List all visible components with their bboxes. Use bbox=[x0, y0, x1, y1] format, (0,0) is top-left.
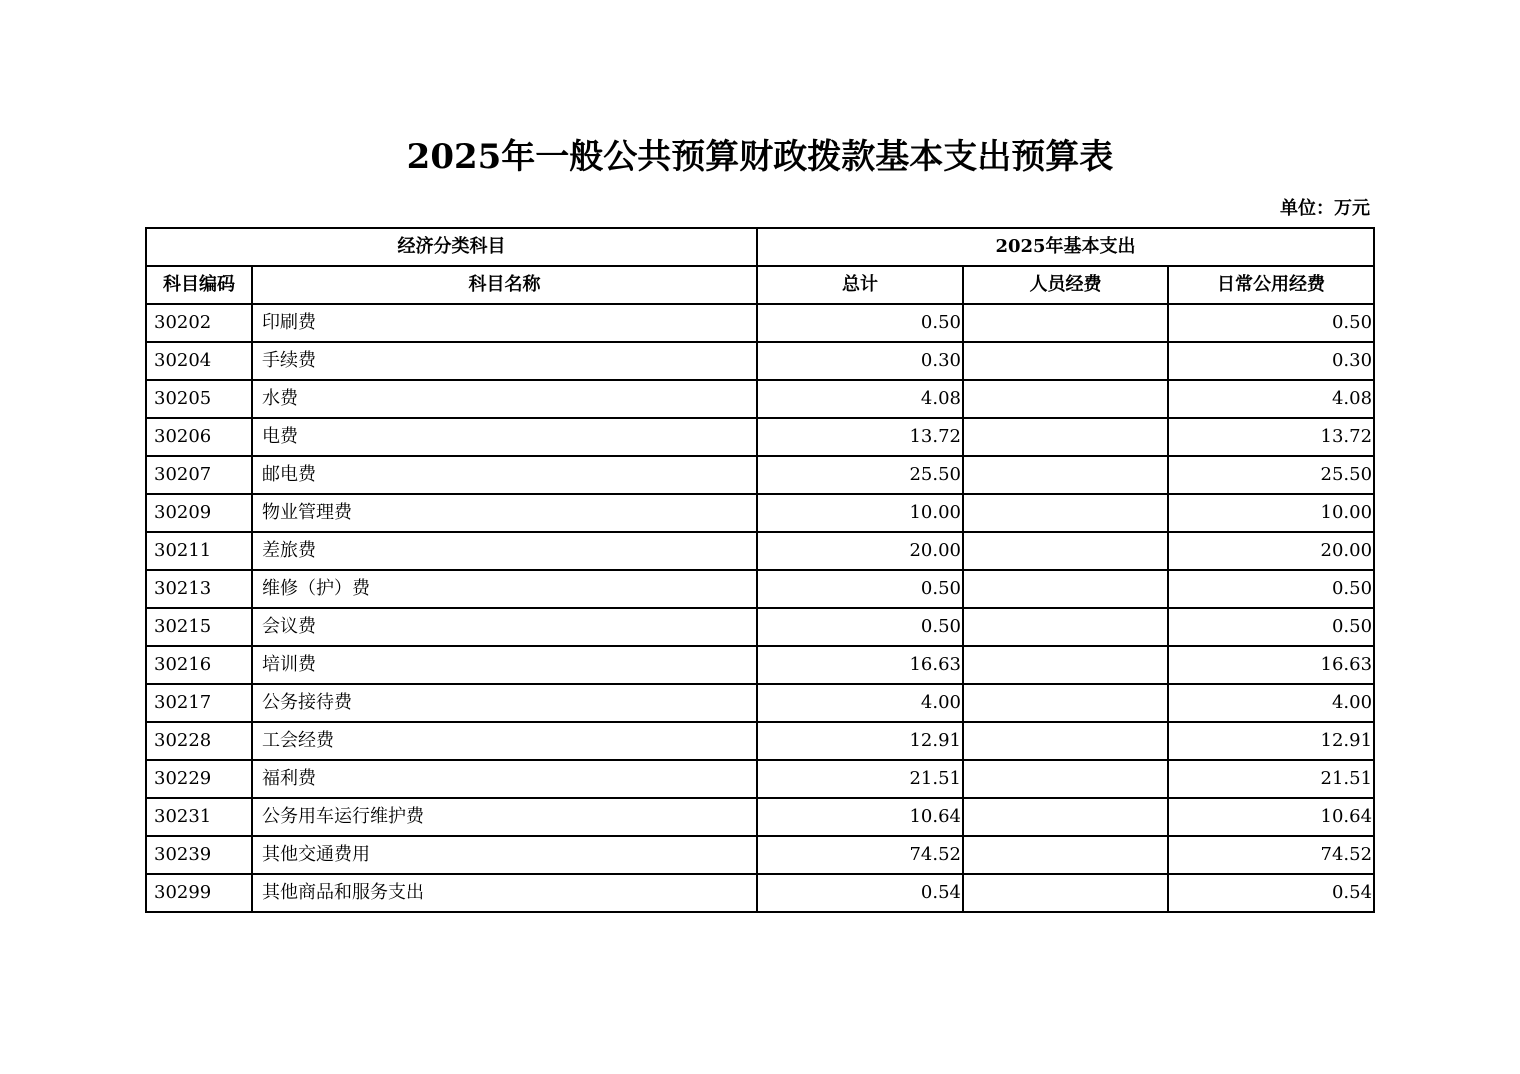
daily-cell: 4.00 bbox=[1168, 684, 1374, 722]
table-row bbox=[146, 456, 1374, 494]
subject-name-cell: 水费 bbox=[252, 380, 757, 418]
total-cell: 4.00 bbox=[757, 684, 963, 722]
header-basic-expenditure: 2025年基本支出 bbox=[757, 228, 1374, 266]
subject-code-cell: 30213 bbox=[146, 570, 252, 608]
subject-name-cell: 差旅费 bbox=[252, 532, 757, 570]
subject-code-cell: 30209 bbox=[146, 494, 252, 532]
header-personnel-expenses: 人员经费 bbox=[963, 266, 1168, 304]
subject-name-cell: 其他交通费用 bbox=[252, 836, 757, 874]
table-row bbox=[146, 304, 1374, 342]
subject-code-cell: 30229 bbox=[146, 760, 252, 798]
personnel-cell bbox=[963, 342, 1168, 380]
total-cell: 21.51 bbox=[757, 760, 963, 798]
subject-code-cell: 30205 bbox=[146, 380, 252, 418]
subject-name-cell: 培训费 bbox=[252, 646, 757, 684]
table-row bbox=[146, 532, 1374, 570]
header-total: 总计 bbox=[757, 266, 963, 304]
table-row bbox=[146, 722, 1374, 760]
personnel-cell bbox=[963, 608, 1168, 646]
subject-name-cell: 公务用车运行维护费 bbox=[252, 798, 757, 836]
daily-cell: 0.54 bbox=[1168, 874, 1374, 912]
total-cell: 16.63 bbox=[757, 646, 963, 684]
subject-code-cell: 30207 bbox=[146, 456, 252, 494]
daily-cell: 0.50 bbox=[1168, 608, 1374, 646]
personnel-cell bbox=[963, 798, 1168, 836]
subject-name-cell: 会议费 bbox=[252, 608, 757, 646]
header-subject-code: 科目编码 bbox=[146, 266, 252, 304]
subject-code-cell: 30206 bbox=[146, 418, 252, 456]
table-row bbox=[146, 798, 1374, 836]
personnel-cell bbox=[963, 456, 1168, 494]
table-row bbox=[146, 760, 1374, 798]
header-subject-name: 科目名称 bbox=[252, 266, 757, 304]
table-body bbox=[146, 304, 1374, 912]
subject-code-cell: 30204 bbox=[146, 342, 252, 380]
total-cell: 0.50 bbox=[757, 570, 963, 608]
daily-cell: 10.64 bbox=[1168, 798, 1374, 836]
daily-cell: 16.63 bbox=[1168, 646, 1374, 684]
total-cell: 0.30 bbox=[757, 342, 963, 380]
subject-name-cell: 邮电费 bbox=[252, 456, 757, 494]
daily-cell: 4.08 bbox=[1168, 380, 1374, 418]
budget-table bbox=[145, 227, 1375, 913]
subject-code-cell: 30299 bbox=[146, 874, 252, 912]
personnel-cell bbox=[963, 494, 1168, 532]
subject-name-cell: 工会经费 bbox=[252, 722, 757, 760]
total-cell: 0.50 bbox=[757, 608, 963, 646]
subject-code-cell: 30231 bbox=[146, 798, 252, 836]
subject-code-cell: 30202 bbox=[146, 304, 252, 342]
total-cell: 10.64 bbox=[757, 798, 963, 836]
total-cell: 4.08 bbox=[757, 380, 963, 418]
header-group-row bbox=[146, 228, 1374, 266]
table-row bbox=[146, 380, 1374, 418]
subject-name-cell: 印刷费 bbox=[252, 304, 757, 342]
daily-cell: 10.00 bbox=[1168, 494, 1374, 532]
personnel-cell bbox=[963, 836, 1168, 874]
total-cell: 13.72 bbox=[757, 418, 963, 456]
subject-code-cell: 30215 bbox=[146, 608, 252, 646]
table-row bbox=[146, 418, 1374, 456]
personnel-cell bbox=[963, 760, 1168, 798]
page-title: 2025年一般公共预算财政拨款基本支出预算表 bbox=[406, 137, 1114, 177]
subject-name-cell: 物业管理费 bbox=[252, 494, 757, 532]
daily-cell: 12.91 bbox=[1168, 722, 1374, 760]
subject-name-cell: 其他商品和服务支出 bbox=[252, 874, 757, 912]
personnel-cell bbox=[963, 570, 1168, 608]
personnel-cell bbox=[963, 684, 1168, 722]
subject-code-cell: 30228 bbox=[146, 722, 252, 760]
total-cell: 25.50 bbox=[757, 456, 963, 494]
personnel-cell bbox=[963, 646, 1168, 684]
personnel-cell bbox=[963, 722, 1168, 760]
subject-code-cell: 30217 bbox=[146, 684, 252, 722]
header-daily-public-expenses: 日常公用经费 bbox=[1168, 266, 1374, 304]
table-row bbox=[146, 836, 1374, 874]
personnel-cell bbox=[963, 304, 1168, 342]
header-economic-classification: 经济分类科目 bbox=[146, 228, 757, 266]
personnel-cell bbox=[963, 418, 1168, 456]
table-row bbox=[146, 684, 1374, 722]
subject-code-cell: 30239 bbox=[146, 836, 252, 874]
table-row bbox=[146, 570, 1374, 608]
daily-cell: 13.72 bbox=[1168, 418, 1374, 456]
total-cell: 20.00 bbox=[757, 532, 963, 570]
unit-label: 单位：万元 bbox=[1280, 198, 1370, 219]
table-row bbox=[146, 342, 1374, 380]
subject-name-cell: 电费 bbox=[252, 418, 757, 456]
table-row bbox=[146, 874, 1374, 912]
total-cell: 0.50 bbox=[757, 304, 963, 342]
daily-cell: 20.00 bbox=[1168, 532, 1374, 570]
subject-name-cell: 手续费 bbox=[252, 342, 757, 380]
daily-cell: 21.51 bbox=[1168, 760, 1374, 798]
personnel-cell bbox=[963, 380, 1168, 418]
total-cell: 10.00 bbox=[757, 494, 963, 532]
daily-cell: 74.52 bbox=[1168, 836, 1374, 874]
daily-cell: 0.50 bbox=[1168, 304, 1374, 342]
header-column-row bbox=[146, 266, 1374, 304]
daily-cell: 0.50 bbox=[1168, 570, 1374, 608]
subject-code-cell: 30211 bbox=[146, 532, 252, 570]
personnel-cell bbox=[963, 532, 1168, 570]
table-row bbox=[146, 646, 1374, 684]
daily-cell: 0.30 bbox=[1168, 342, 1374, 380]
personnel-cell bbox=[963, 874, 1168, 912]
table-row bbox=[146, 608, 1374, 646]
subject-name-cell: 福利费 bbox=[252, 760, 757, 798]
daily-cell: 25.50 bbox=[1168, 456, 1374, 494]
total-cell: 12.91 bbox=[757, 722, 963, 760]
subject-name-cell: 维修（护）费 bbox=[252, 570, 757, 608]
table-row bbox=[146, 494, 1374, 532]
subject-code-cell: 30216 bbox=[146, 646, 252, 684]
total-cell: 74.52 bbox=[757, 836, 963, 874]
subject-name-cell: 公务接待费 bbox=[252, 684, 757, 722]
total-cell: 0.54 bbox=[757, 874, 963, 912]
